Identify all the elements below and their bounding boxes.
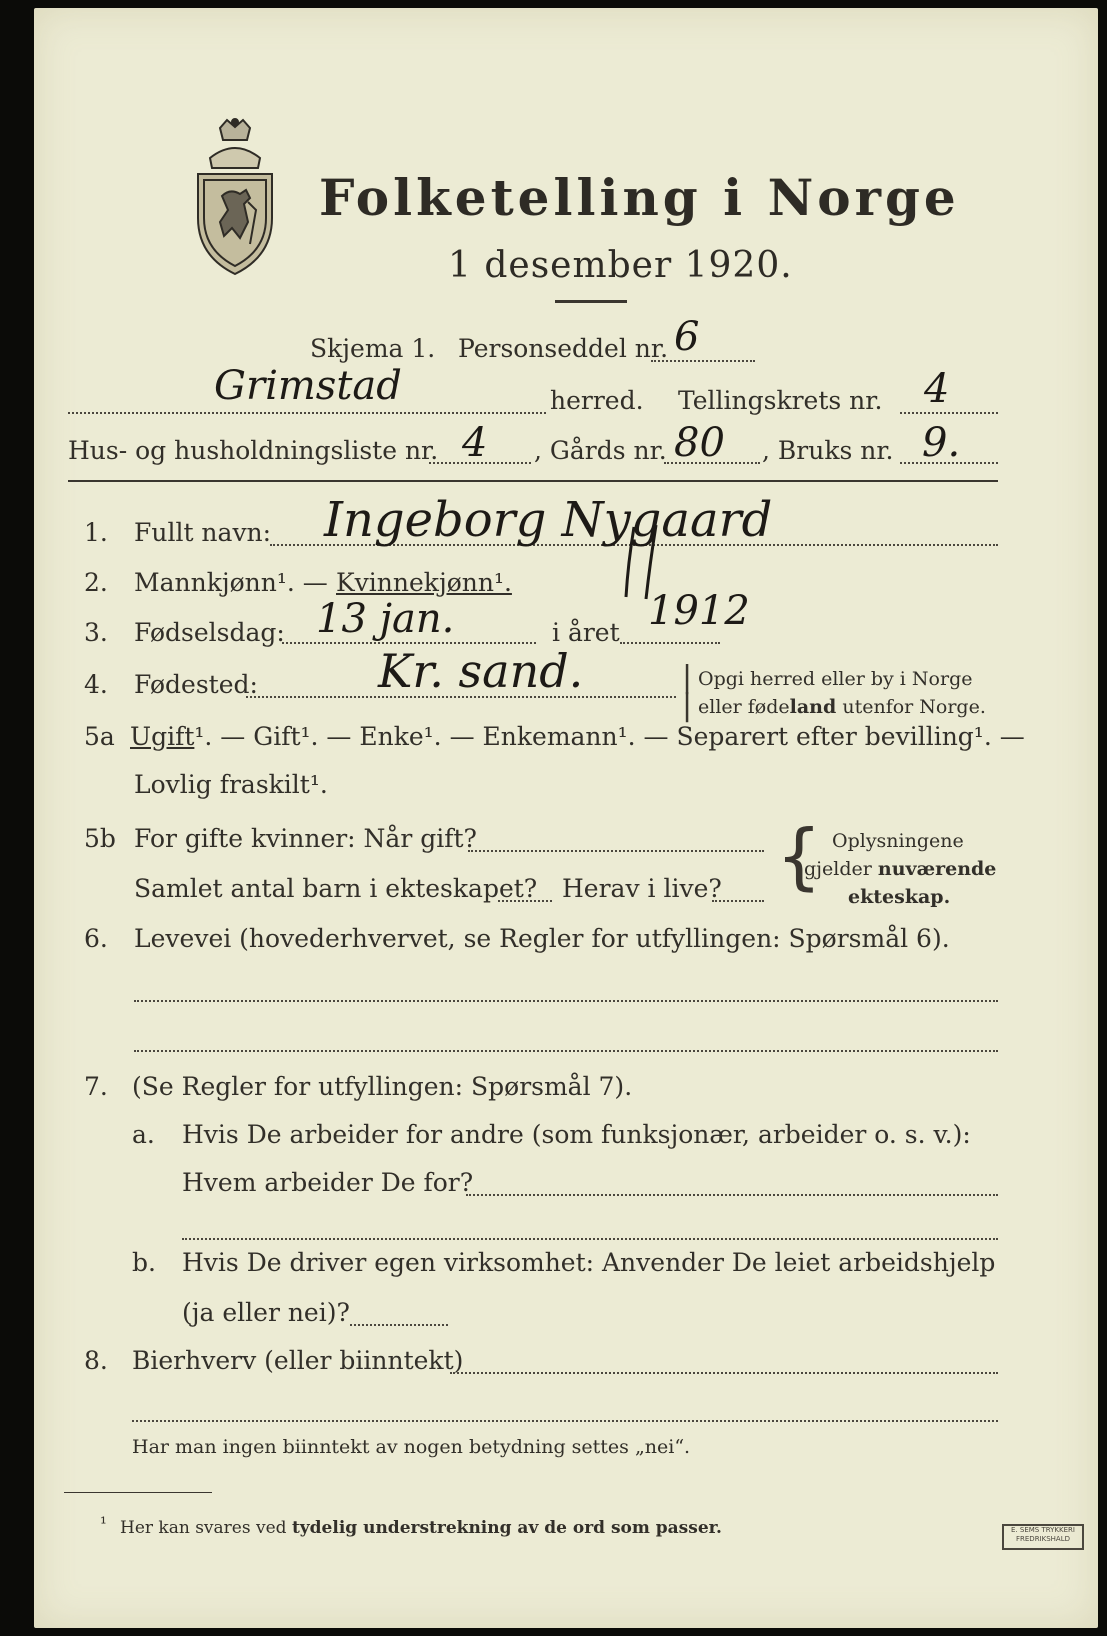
q5a-ugift-underlined: Ugift [130,722,195,751]
personseddel-value: 6 [674,314,700,360]
q5b-line2 [498,900,552,902]
q5b-note-line1: Oplysningene [832,830,964,852]
q6-line1 [134,1000,998,1002]
title-divider [555,300,627,303]
q2-number: 2. [84,568,108,597]
gards-label: , Gårds nr. [534,436,667,465]
personseddel-line [651,360,755,362]
herred-label: herred. [550,386,644,415]
gards-value: 80 [674,420,725,466]
q3-year-label: i året [552,618,620,647]
q6-line2 [134,1050,998,1052]
tellingskrets-line [900,412,998,414]
census-form-page [34,8,1098,1628]
q3-birth-day: 13 jan. [316,596,455,642]
q8-number: 8. [84,1346,108,1375]
q7-label: (Se Regler for utfyllingen: Spørsmål 7). [132,1072,633,1101]
q3-label: Fødselsdag: [134,618,285,647]
q2-kvinne-underlined: Kvinnekjønn¹. [336,568,512,597]
q7-number: 7. [84,1072,108,1101]
q5b-note2-bold: nuværende [877,858,997,880]
herred-value: Grimstad [214,363,402,409]
q1-number: 1. [84,518,108,547]
q5b-line3 [712,900,764,902]
footnote-text-a: Her kan svares ved [120,1518,292,1538]
q2-mann: Mannkjønn¹. — [134,568,328,597]
skjema-label: Skjema 1. [310,334,436,363]
tellingskrets-label: Tellingskrets nr. [678,386,883,415]
q4-label: Fødested: [134,670,258,699]
q6-number: 6. [84,924,108,953]
q3-birth-year: 1912 [648,588,750,634]
q7a-employer-label: Hvem arbeider De for? [182,1168,474,1197]
q7a-label: Hvis De arbeider for andre (som funksjonær, arbeider o. s. v.): [182,1120,971,1149]
printer-stamp: E. SEMS TRYKKERI FREDRIKSHALD [1002,1524,1084,1550]
q7a-line1 [466,1194,998,1196]
q5b-number: 5b [84,824,116,853]
q3-year-line [620,642,720,644]
q7b-yes-no-label: (ja eller nei)? [182,1298,350,1327]
q7b-label: Hvis De driver egen virksomhet: Anvender De leiet arbeidshjelp [182,1248,996,1277]
header-divider [68,480,998,482]
q1-label: Fullt navn: [134,518,272,547]
q8-label: Bierhverv (eller biinntekt) [132,1346,464,1375]
personseddel-label: Personseddel nr. [458,334,669,363]
q1-full-name: Ingeborg Nygaard [324,492,773,548]
q5b-brace: { [776,814,822,898]
bruks-label: , Bruks nr. [762,436,894,465]
husliste-label: Hus- og husholdningsliste nr. [68,436,439,465]
husliste-value: 4 [462,420,488,466]
census-date: 1 desember 1920. [448,245,793,286]
q4-note-line1: Opgi herred eller by i Norge [698,668,973,690]
footnote-text-bold: tydelig understrekning av de ord som passer. [291,1518,722,1538]
q3-number: 3. [84,618,108,647]
q4-note2-c: utenfor Norge. [836,696,986,718]
footnote-divider [64,1492,212,1493]
q4-note2-a: eller føde [698,696,790,718]
footnote-marker: ¹ [100,1514,107,1534]
bruks-value: 9. [922,420,961,466]
q5b-when-married: For gifte kvinner: Når gift? [134,824,477,853]
norway-coat-of-arms-icon [190,118,280,278]
q5a-number: 5a [84,722,115,751]
q5a-line1 [130,722,1025,751]
q4-note-bar-2: | [682,688,693,723]
q4-note-bar: | [682,660,693,695]
form-title: Folketelling i Norge [319,168,960,227]
q4-note-line2 [698,696,986,718]
tellingskrets-value: 4 [924,366,950,412]
q5b-note2-a: gjelder [804,858,878,880]
q5b-note-line2 [804,858,996,880]
herred-line [68,412,546,414]
q7b-line [350,1324,448,1326]
q4-note2-bold: land [789,696,837,718]
q7a-line2 [182,1238,998,1240]
q8-note: Har man ingen biinntekt av nogen betydning settes „nei“. [132,1436,691,1458]
q5a-line2: Lovlig fraskilt¹. [134,770,328,799]
footnote-text [120,1518,722,1538]
q4-number: 4. [84,670,108,699]
q5b-alive: Herav i live? [562,874,722,903]
q5b-line1 [468,850,764,852]
q7a-letter: a. [132,1120,155,1149]
q7b-letter: b. [132,1248,156,1277]
q8-line1 [450,1372,998,1374]
q6-label: Levevei (hovederhvervet, se Regler for utfyllingen: Spørsmål 6). [134,924,950,953]
q5b-children: Samlet antal barn i ekteskapet? [134,874,538,903]
q8-line2 [132,1420,998,1422]
q4-birthplace: Kr. sand. [378,644,584,698]
q5a-options: ¹. — Gift¹. — Enke¹. — Enkemann¹. — Separert efter bevilling¹. — [194,722,1025,751]
q5b-note-line3: ekteskap. [848,886,951,908]
